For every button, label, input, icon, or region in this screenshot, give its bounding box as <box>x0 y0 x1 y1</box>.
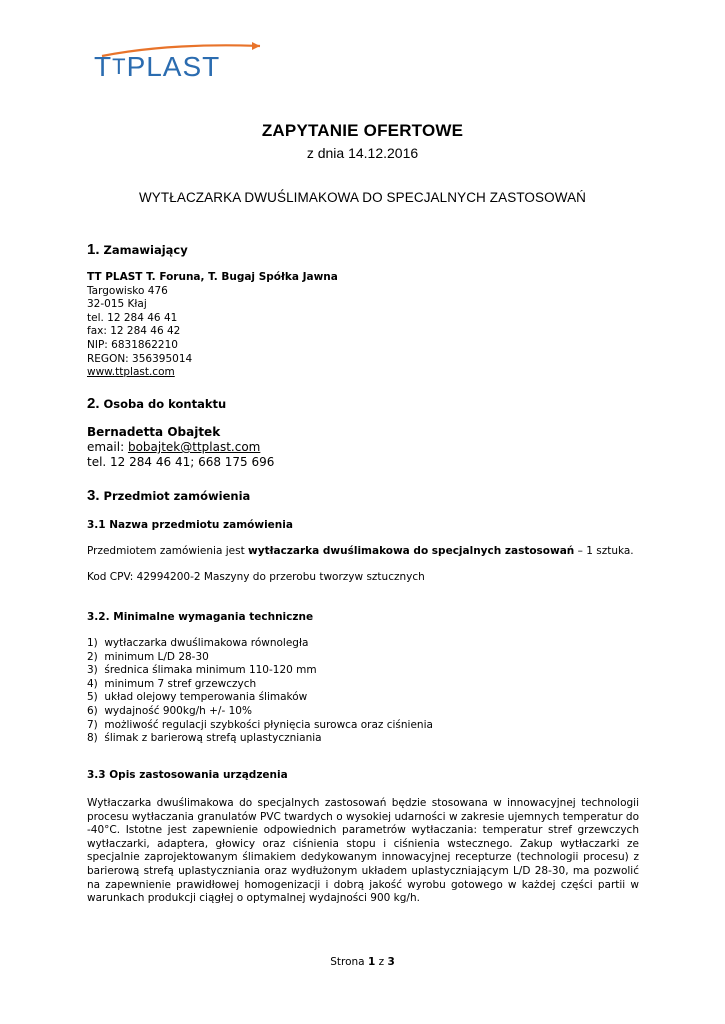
contact-phone: tel. 12 284 46 41; 668 175 696 <box>87 455 275 469</box>
item-text: minimum 7 stref grzewczych <box>104 677 257 690</box>
item-number: 2) <box>87 650 98 663</box>
application-description: Wytłaczarka dwuślimakowa do specjalnych zastosowań będzie stosowana w innowacyjnej technologii procesu wytłaczania granulatów PVC twardych o wysokiej udarności w zakresie ujemnych temperatur do -40°C. Istotne jest zapewnienie odpowiednich parametrów wytłaczania: temperatur stref grzewczych wytłaczarki, adaptera, głowicy oraz ciśnienia stopu i ciśnienia wstecznego. Zakup wytłaczarki ze specjalnie zaprojektowanym ślimakiem dedykowanym innowacyjnej recepturze (technologii procesu) z barierową strefą uplastyczniania oraz wydłużonym układem uplastyczniającym L/D 28-30, ma pozwolić na zapewnienie prawidłowej homogenizacji i dobrą jakość wyrobu gotowego w każdej części partii w warunkach produkcji ciągłej o optymalnej wydajności 900 kg/h. <box>87 797 639 905</box>
list-item <box>87 678 433 692</box>
item-number: 5) <box>87 691 98 704</box>
section-3-number: 3. <box>87 487 100 504</box>
nip-line: NIP: 6831862210 <box>87 338 178 351</box>
section-1-label: Zamawiający <box>103 243 188 257</box>
document-date: z dnia 14.12.2016 <box>306 145 419 161</box>
footer-label: Strona <box>330 956 368 968</box>
section-3-heading <box>87 487 250 504</box>
section-1-heading <box>87 241 188 258</box>
item-text: minimum L/D 28-30 <box>104 650 209 663</box>
orderer-details <box>87 271 338 380</box>
item-text: wydajność 900kg/h +/- 10% <box>104 704 252 717</box>
section-3-label: Przedmiot zamówienia <box>103 489 251 503</box>
section-2-label: Osoba do kontaktu <box>103 397 227 411</box>
section-1-number: 1. <box>87 241 100 258</box>
website-link[interactable]: www.ttplast.com <box>87 366 175 379</box>
item-text: średnica ślimaka minimum 110-120 mm <box>104 664 317 677</box>
item-text: ślimak z barierową strefą uplastyczniania <box>104 732 322 745</box>
list-item <box>87 732 433 746</box>
item-number: 8) <box>87 732 98 745</box>
list-item <box>87 637 433 651</box>
subject-text-post: – 1 sztuka. <box>574 545 634 557</box>
contact-details <box>87 425 274 470</box>
subsection-3-1-title: 3.1 Nazwa przedmiotu zamówienia <box>87 519 293 531</box>
item-text: układ olejowy temperowania ślimaków <box>104 691 308 704</box>
subject-text-pre: Przedmiotem zamówienia jest <box>87 545 249 557</box>
section-2-heading <box>87 395 226 412</box>
item-text: wytłaczarka dwuślimakowa równoległa <box>104 637 309 649</box>
address-line: 32-015 Kłaj <box>87 298 147 311</box>
list-item <box>87 664 433 678</box>
document-title: ZAPYTANIE OFERTOWE <box>261 121 464 140</box>
fax-line: fax: 12 284 46 42 <box>87 325 181 338</box>
item-number: 3) <box>87 664 98 677</box>
email-label: email: <box>87 440 128 454</box>
logo-text: TTPLAST <box>94 51 221 82</box>
footer-page-number: 1 <box>367 956 376 968</box>
requirements-list <box>87 637 433 746</box>
ttplast-logo-graphic <box>92 40 262 84</box>
subject-text-bold: wytłaczarka dwuślimakowa do specjalnych zastosowań <box>248 545 575 557</box>
document-subject: WYTŁACZARKA DWUŚLIMAKOWA DO SPECJALNYCH ZASTOSOWAŃ <box>138 190 587 205</box>
list-item <box>87 691 433 705</box>
item-number: 6) <box>87 704 98 717</box>
page-footer <box>0 956 725 968</box>
company-name: TT PLAST T. Foruna, T. Bugaj Spółka Jawna <box>87 271 338 283</box>
list-item <box>87 705 433 719</box>
item-number: 7) <box>87 718 98 731</box>
section-2-number: 2. <box>87 395 100 412</box>
contact-name: Bernadetta Obajtek <box>87 425 221 439</box>
cpv-code: Kod CPV: 42994200-2 Maszyny do przerobu tworzyw sztucznych <box>87 571 425 583</box>
item-number: 1) <box>87 637 98 649</box>
company-logo <box>92 40 262 84</box>
phone-line: tel. 12 284 46 41 <box>87 311 178 324</box>
subsection-3-3-title: 3.3 Opis zastosowania urządzenia <box>87 769 288 781</box>
footer-total-pages: 3 <box>387 956 395 968</box>
email-link[interactable]: bobajtek@ttplast.com <box>127 440 261 454</box>
address-line: Targowisko 476 <box>87 284 168 297</box>
subject-description <box>87 545 639 557</box>
subsection-3-2-title: 3.2. Minimalne wymagania techniczne <box>87 611 314 623</box>
logo-arrow-icon <box>252 42 260 50</box>
item-text: możliwość regulacji szybkości płynięcia surowca oraz ciśnienia <box>104 718 433 731</box>
footer-of: z <box>375 956 388 968</box>
regon-line: REGON: 356395014 <box>87 352 193 365</box>
item-number: 4) <box>87 677 98 690</box>
list-item <box>87 719 433 733</box>
list-item <box>87 651 433 665</box>
